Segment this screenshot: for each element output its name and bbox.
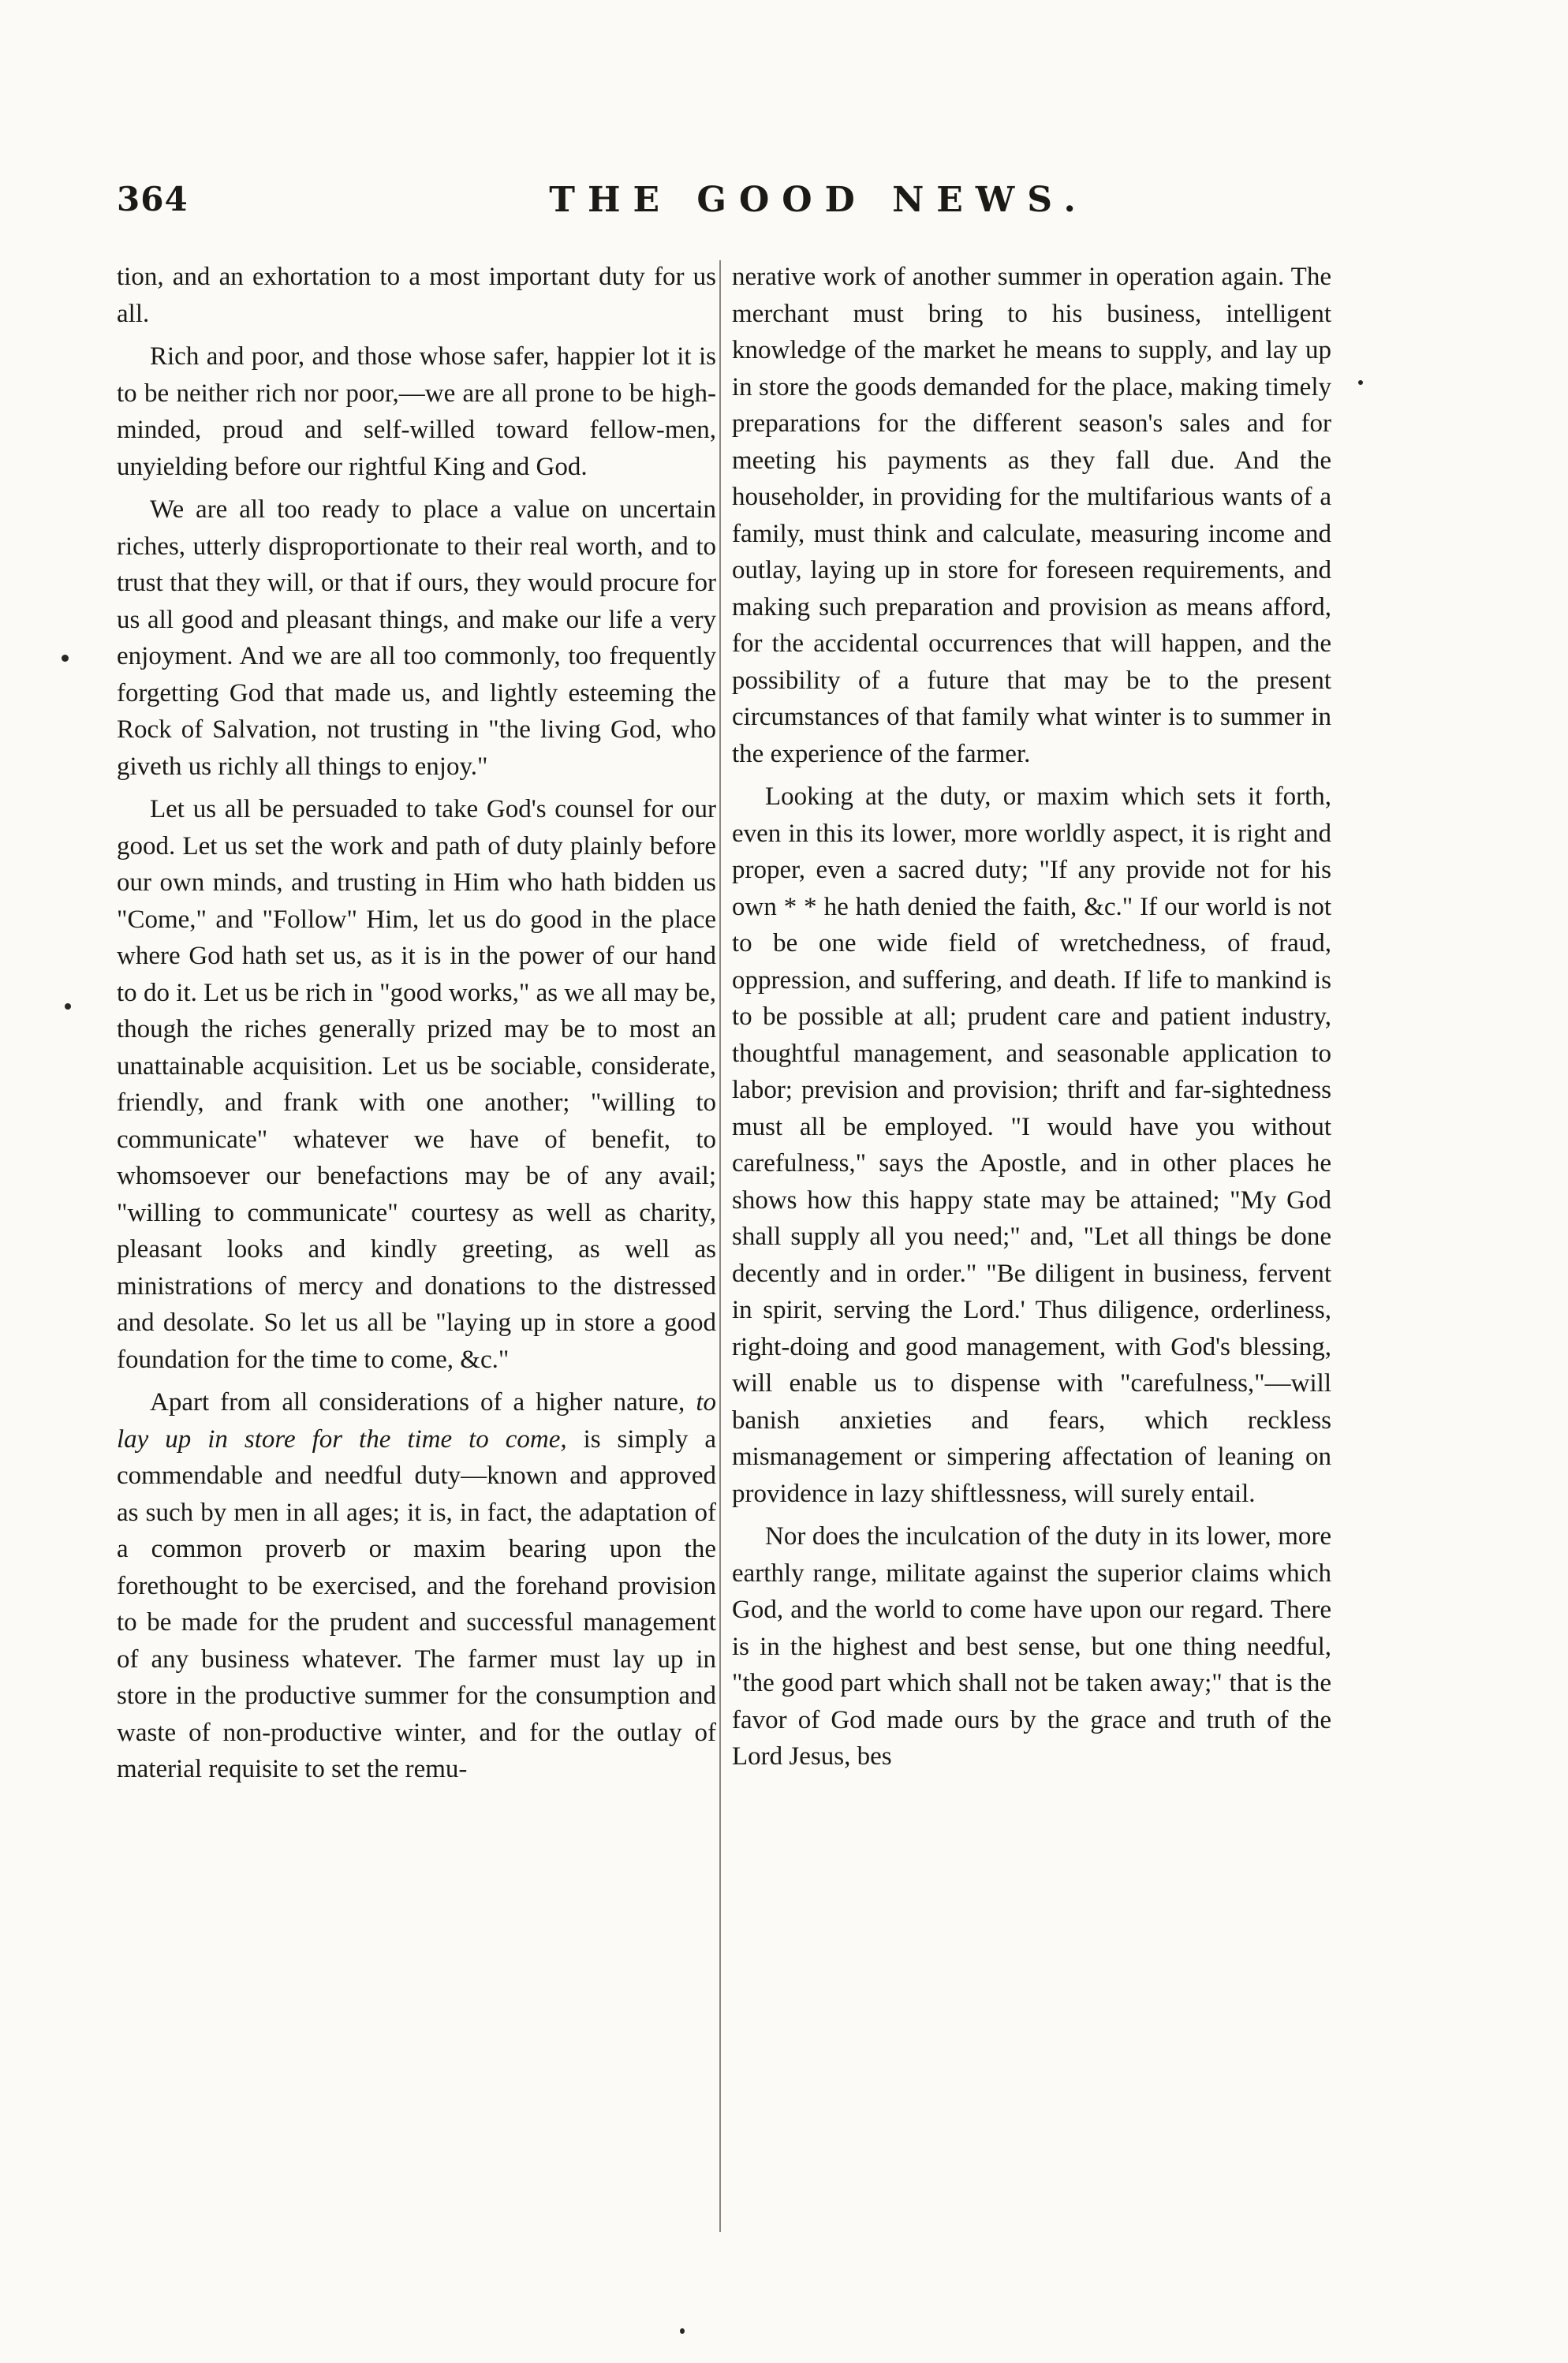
left-paragraph-2: Rich and poor, and those whose safer, happier lot it is to be neither rich nor poor,—we are all prone to be high-minded, proud and self-willed toward fellow-men, unyielding before our rightful King and God. bbox=[117, 342, 716, 481]
ink-speck bbox=[1358, 380, 1363, 385]
left-paragraph-3: We are all too ready to place a value on uncertain riches, utterly disproportionate to their real worth, and to trust that they will, or that if ours, they would procure for us all good and pleasant things, and make our life a very enjoyment. And we are all too commonly, too frequently forgetting God that made us, and lightly esteeming the Rock of Salvation, not trusting in "the living God, who giveth us richly all things to enjoy." bbox=[117, 495, 716, 781]
ink-speck bbox=[62, 655, 69, 662]
ink-speck bbox=[65, 1003, 71, 1010]
page-number: 364 bbox=[117, 180, 189, 218]
right-paragraph-2: Looking at the duty, or maxim which sets it forth, even in this its lower, more worldly aspect, it is right and proper, even a sacred duty; "If any provide not for his own * * he hath denied the faith, &c." If our world is not to be one wide field of wretchedness, of fraud, oppression, and suffering, and death. If life to mankind is to be possible at all; prudent care and patient industry, thoughtful management, and seasonable application to labor; prevision and provision; thrift and far-sightedness must all be employed. "I would have you without carefulness," says the Apostle, and in other places he shows how this happy state may be attained; "My God shall supply all you need;" and, "Let all things be done decently and in order." "Be diligent in business, fervent in spirit, serving the Lord.' Thus diligence, orderliness, right-doing and good management, with God's blessing, will enable us to dispense with "carefulness,"—will banish anxieties and fears, which reckless mismanagement or simpering affectation of leaning on providence in lazy shiftlessness, will surely entail. bbox=[732, 782, 1331, 1508]
left-paragraph-5 bbox=[117, 1384, 716, 1788]
page-header bbox=[117, 180, 1489, 235]
left-paragraph-5-lead: Apart from all considerations of a higher nature, bbox=[150, 1388, 696, 1417]
column-rule bbox=[719, 260, 721, 2232]
left-paragraph-4: Let us all be persuaded to take God's counsel for our good. Let us set the work and path of duty plainly before our own minds, and trusting in Him who hath bidden us "Come," and "Follow" Him, let us do good in the place where God hath set us, as it is in the power of our hand to do it. Let us be rich in "good works," as we all may be, though the riches generally prized may be to most an unattainable acquisition. Let us be sociable, considerate, friendly, and frank with one another; "willing to communicate" whatever we have of benefit, to whomsoever our benefactions may be of any avail; "willing to communicate" courtesy as well as charity, pleasant looks and kindly greeting, as well as ministrations of mercy and donations to the distressed and desolate. So let us all be "laying up in store a good foundation for the time to come, &c." bbox=[117, 795, 716, 1374]
right-column bbox=[732, 259, 1331, 1775]
left-column bbox=[117, 259, 716, 1788]
ink-speck bbox=[680, 2328, 685, 2334]
left-paragraph-5-rest: is simply a commendable and needful duty—known and approved as such by men in all ages; it is, in fact, the adaptation of a common proverb or maxim bearing upon the forethought to be exercised, and the forehand provision to be made for the prudent and successful management of any business whatever. The farmer must lay up in store in the productive summer for the consumption and waste of non-productive winter, and for the outlay of material requisite to set the remu- bbox=[117, 1424, 716, 1783]
journal-title: THE GOOD NEWS. bbox=[549, 180, 1088, 220]
right-paragraph-3: Nor does the inculcation of the duty in its lower, more earthly range, militate against the superior claims which God, and the world to come have upon our regard. There is in the highest and best sense, but one thing needful, "the good part which shall not be taken away;" that is the favor of God made ours by the grace and truth of the Lord Jesus, bes bbox=[732, 1522, 1331, 1771]
left-paragraph-5-italic: to lay up in store for the time to come, bbox=[117, 1388, 716, 1454]
right-paragraph-1: nerative work of another summer in operation again. The merchant must bring to his business, intelligent knowledge of the market he means to supply, and lay up in store the goods demanded for the place, making timely preparations for the different season's sales and for meeting his payments as they fall due. And the householder, in providing for the multifarious wants of a family, must think and calculate, measuring income and outlay, laying up in store for foreseen requirements, and making such preparation and provision as means afford, for the accidental occurrences that will happen, and the possibility of a future that may be to the present circumstances of that family what winter is to summer in the experience of the farmer. bbox=[732, 263, 1331, 768]
left-paragraph-1: tion, and an exhortation to a most important duty for us all. bbox=[117, 263, 716, 328]
